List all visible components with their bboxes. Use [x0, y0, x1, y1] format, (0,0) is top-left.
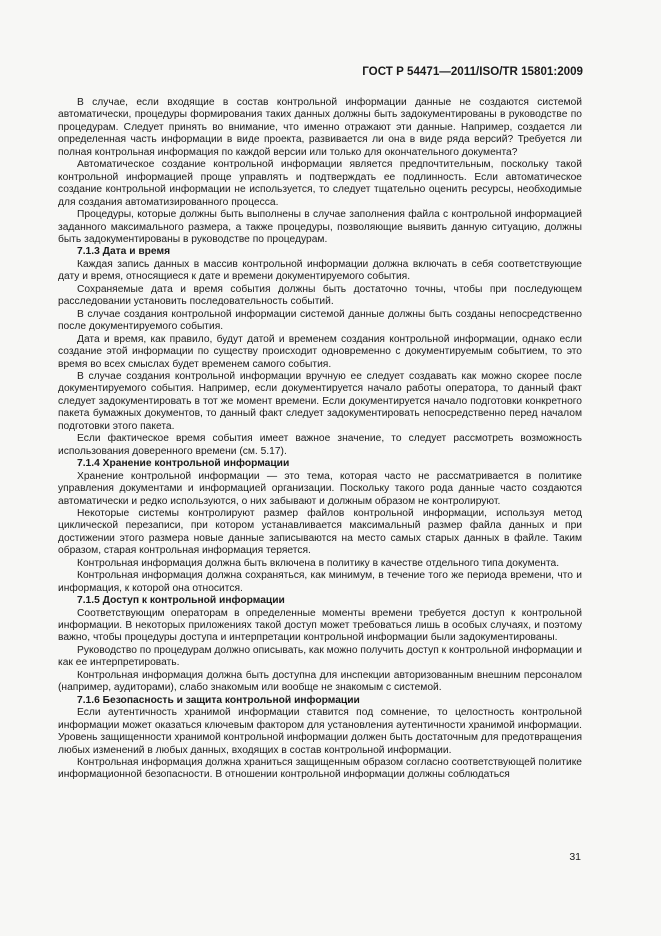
- paragraph: Контрольная информация должна сохраняться, как минимум, в течение того же периода времени, что и информация, к которой она относится.: [58, 570, 582, 594]
- paragraph: Если аутентичность хранимой информации ставится под сомнение, то целостность контрольной информации может оказаться ключевым фактором для установления аутентичности хранимой информации. Уровень защищенности хранимой контрольной информации должен быть достаточным для предотвращения любых изменений в любых данных, входящих в состав контрольной информации.: [58, 707, 582, 756]
- paragraph: Контрольная информация должна храниться защищенным образом согласно соответствующей политике информационной безопасности. В отношении контрольной информации должны соблюдаться: [58, 757, 582, 781]
- section-heading: 7.1.3 Дата и время: [77, 246, 171, 258]
- paragraph: Если фактическое время события имеет важное значение, то следует рассмотреть возможность использования доверенного времени (см. 5.17).: [58, 433, 582, 457]
- document-body: [58, 97, 582, 782]
- paragraph: Некоторые системы контролируют размер файлов контрольной информации, используя метод циклической перезаписи, при котором устанавливается максимальный размер файла данных и при достижении этого размера новые данные записываются на место самых старых данных в файле. Таким образом, старая контрольная информация теряется.: [58, 507, 582, 557]
- paragraph: Контрольная информация должна быть доступна для инспекции авторизованным внешним персоналом (например, аудиторами), слабо знакомым или вообще не знакомым с системой.: [58, 669, 582, 694]
- paragraph: Процедуры, которые должны быть выполнены в случае заполнения файла с контрольной информацией заданного максимального размера, а также процедуры, позволяющие выявить данную ситуацию, должны быть задокументированы в руководстве по процедурам.: [58, 209, 582, 245]
- paragraph: Каждая запись данных в массив контрольной информации должна включать в себя соответствующие дату и время, относящиеся к дате и времени документируемого события.: [58, 258, 582, 283]
- section-heading: 7.1.4 Хранение контрольной информации: [77, 458, 290, 470]
- paragraph: Сохраняемые дата и время события должны быть достаточно точны, чтобы при последующем расследовании установить последовательность событий.: [58, 283, 582, 308]
- page-number: 31: [569, 851, 581, 863]
- paragraph: Автоматическое создание контрольной информации является предпочтительным, поскольку такой контрольной информацией проще управлять и подтверждать ее подлинность. Если автоматическое создание контрольной информации не используется, то следует тщательно оценить ресурсы, необходимые для создания автоматизированного процесса.: [58, 159, 582, 208]
- paragraph: Соответствующим операторам в определенные моменты времени требуется доступ к контрольной информации. В некоторых приложениях такой доступ может требоваться лишь в особых случаях, и поэтому важно, чтобы процедуры доступа и интерпретации контрольной информации были задокументированы.: [58, 607, 582, 644]
- paragraph: В случае создания контрольной информации системой данные должны быть созданы непосредственно после документируемого события.: [58, 308, 582, 333]
- paragraph: Хранение контрольной информации — это тема, которая часто не рассматривается в политике управления документами и информацией организации. Поскольку такого рода данные часто создаются автоматически и редко используются, о них забывают и должным образом не контролируют.: [58, 470, 582, 507]
- paragraph: В случае создания контрольной информации вручную ее следует создавать как можно скорее после документируемого события. Например, если документируется начало работы оператора, то данный факт следует задокументировать в тот же момент времени. Если документируется начало подготовки конкретного пакета бумажных документов, то данный факт следует задокументировать непосредственно перед началом подготовки этого пакета.: [58, 370, 582, 432]
- paragraph: Дата и время, как правило, будут датой и временем создания контрольной информации, однако если создание этой информации по существу происходит одновременно с документируемым событием, то это время во всех смыслах будет временем самого события.: [58, 333, 582, 370]
- paragraph: Контрольная информация должна быть включена в политику в качестве отдельного типа документа.: [77, 557, 560, 569]
- document-header: ГОСТ Р 54471—2011/ISO/TR 15801:2009: [362, 65, 583, 78]
- paragraph: Руководство по процедурам должно описывать, как можно получить доступ к контрольной информации и как ее интерпретировать.: [58, 644, 582, 669]
- paragraph: В случае, если входящие в состав контрольной информации данные не создаются системой автоматически, процедуры формирования таких данных должны быть задокументированы в руководстве по процедурам. Следует принять во внимание, что именно отражают эти данные. Например, создается ли определенная часть информации в виде проекта, развивается ли она в виде ряда версий? Требуется ли полная контрольная информация по каждой версии или только для окончательного документа?: [58, 97, 582, 158]
- section-heading: 7.1.5 Доступ к контрольной информации: [77, 595, 285, 607]
- section-heading: 7.1.6 Безопасность и защита контрольной информации: [77, 694, 360, 706]
